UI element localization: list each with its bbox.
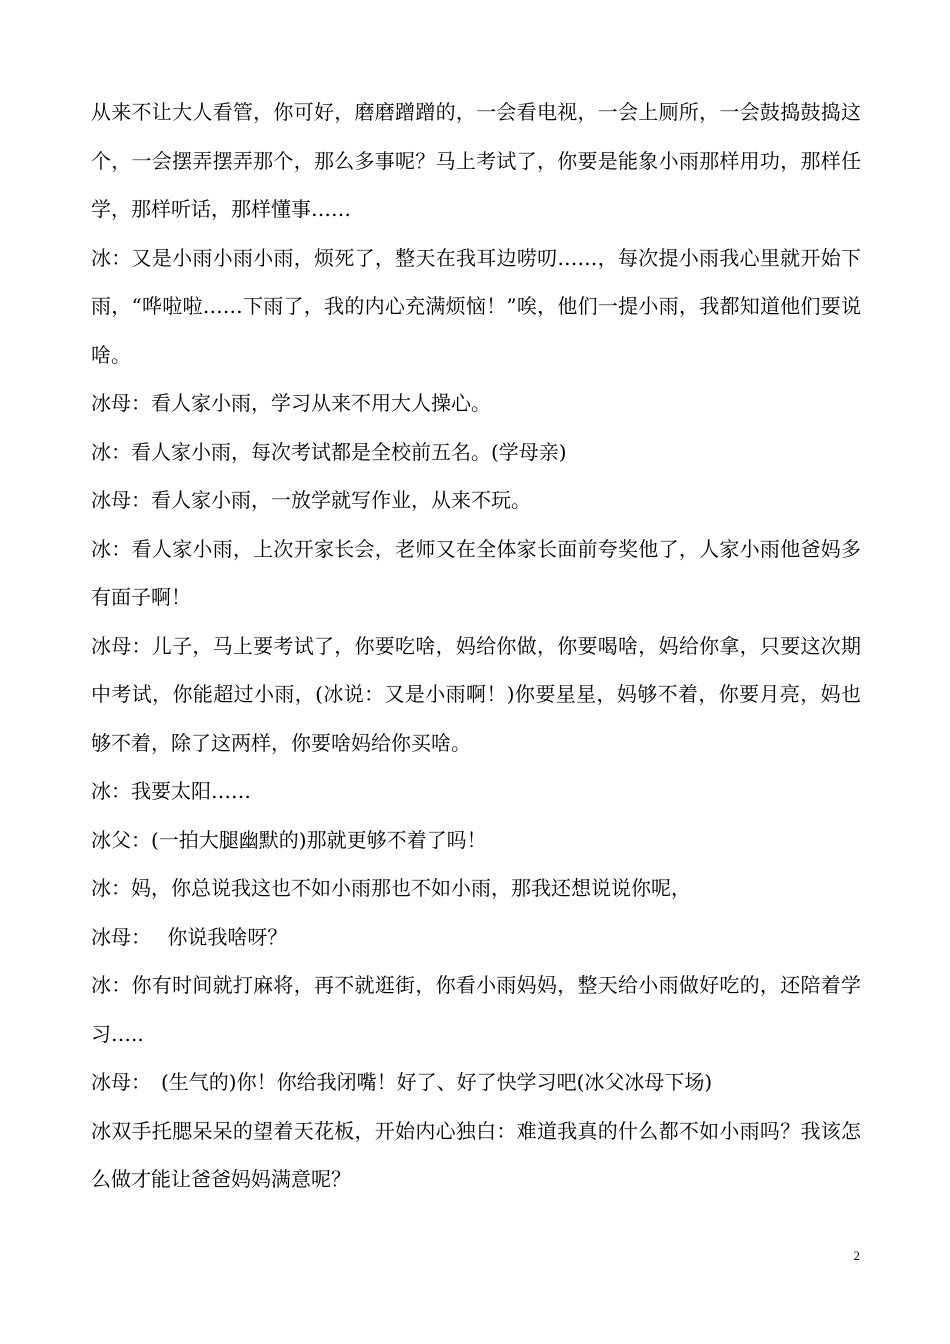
document-body: [91, 88, 861, 1204]
paragraph: 从来不让大人看管，你可好，磨磨蹭蹭的，一会看电视，一会上厕所，一会鼓捣鼓捣这个，一会摆弄摆弄那个，那么多事呢？马上考试了，你要是能象小雨那样用功，那样任学，那样听话，那样懂事……: [91, 100, 861, 221]
paragraph: 冰母： 你说我啥呀？: [91, 924, 288, 949]
paragraph: 冰父：(一拍大腿幽默的)那就更够不着了吗！: [91, 827, 487, 852]
paragraph: 冰母：看人家小雨，学习从来不用大人操心。: [91, 391, 491, 415]
page-number: 2: [853, 1248, 860, 1263]
paragraph: 冰：看人家小雨，上次开家长会，老师又在全体家长面前夸奖他了，人家小雨他爸妈多有面子啊！: [91, 536, 861, 609]
paragraph: 冰母： (生气的)你！你给我闭嘴！好了、好了快学习吧(冰父冰母下场): [91, 1070, 713, 1094]
paragraph: 冰：我要太阳……: [91, 779, 251, 803]
paragraph: 冰：你有时间就打麻将，再不就逛街，你看小雨妈妈，整天给小雨做好吃的，还陪着学习…..: [91, 973, 861, 1046]
paragraph: 冰母：儿子，马上要考试了，你要吃啥，妈给你做，你要喝啥，妈给你拿，只要这次期中考试，你能超过小雨，(冰说：又是小雨啊！)你要星星，妈够不着，你要月亮，妈也够不着，除了这两样，你要啥妈给你买啥。: [91, 633, 861, 755]
paragraph: 冰：看人家小雨，每次考试都是全校前五名。(学母亲): [91, 439, 567, 464]
paragraph: 冰双手托腮呆呆的望着天花板，开始内心独白：难道我真的什么都不如小雨吗？我该怎么做才能让爸爸妈妈满意呢？: [91, 1118, 861, 1191]
paragraph: 冰母：看人家小雨，一放学就写作业，从来不玩。: [91, 488, 531, 512]
paragraph: 冰：又是小雨小雨小雨，烦死了，整天在我耳边唠叨……，每次提小雨我心里就开始下雨，“哗啦啦……下雨了，我的内心充满烦恼！”唉，他们一提小雨，我都知道他们要说啥。: [91, 245, 861, 367]
paragraph: 冰：妈，你总说我这也不如小雨那也不如小雨，那我还想说说你呢，: [91, 876, 691, 900]
